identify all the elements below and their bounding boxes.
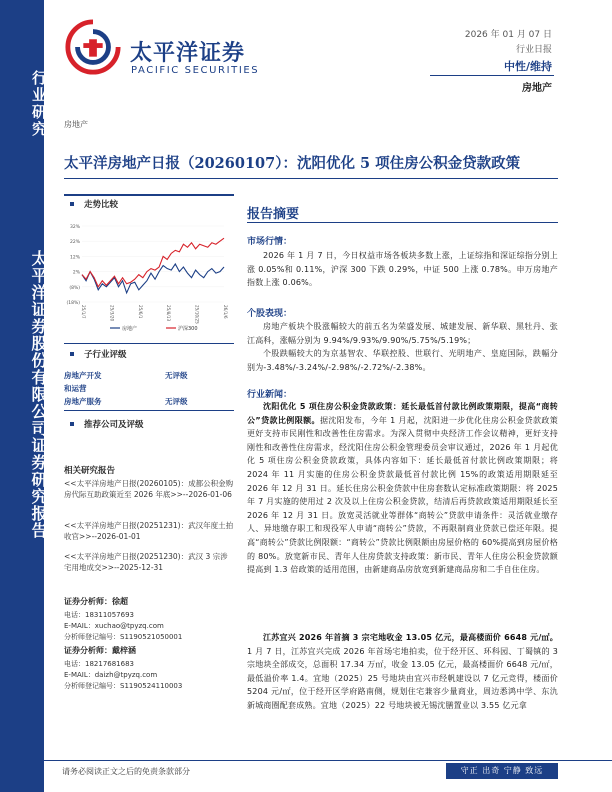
legend-label: 房地产 bbox=[122, 326, 138, 332]
sub-rating-name: 和运营 bbox=[64, 384, 87, 393]
news-item-1 bbox=[247, 400, 558, 577]
chart-series bbox=[82, 238, 224, 293]
market-paragraph: 2026 年 1 月 7 日，今日权益市场各板块多数上涨，上证综指和深证综指分别上涨 0.05%和 0.11%，沪深 300 下跌 0.29%，中证 500 上涨 0.78%。申万房地产指数上涨 0.06%。 bbox=[247, 251, 558, 288]
title-divider bbox=[64, 178, 558, 179]
stock-paragraph-1: 房地产板块个股涨幅较大的前五名为荣盛发展、城建发展、新华联、黑牡丹、张江高科，涨幅分别为 9.94%/9.93%/9.90%/5.75%/5.19%； bbox=[247, 322, 558, 345]
sub-rating-value: 无评级 bbox=[165, 371, 188, 380]
x-tick-label: 25/3/20 bbox=[109, 305, 115, 322]
rating-underline bbox=[430, 75, 554, 76]
report-date: 2026 年 01 月 07 日 bbox=[464, 30, 552, 40]
news-1-lead: 沈阳优化 5 项住房公积金贷款政策：延长最低首付款比例政策期限，提高“商转公”贷款比例限额。 bbox=[247, 402, 558, 425]
trend-heading: 走势比较 bbox=[84, 200, 119, 210]
y-tick-label: 2% bbox=[72, 270, 80, 276]
analyst-name: 证券分析师：徐超 bbox=[64, 597, 128, 606]
divider bbox=[64, 343, 234, 344]
section-bullet-icon bbox=[70, 422, 74, 426]
sub-rating-name: 房地产服务 bbox=[64, 397, 102, 406]
related-report-link[interactable]: <<太平洋房地产日报(20251231)：武汉年度土拍收官>>--2026-01-01 bbox=[64, 521, 234, 541]
y-tick-label: 32% bbox=[69, 225, 80, 230]
footer-motto: 守正 出奇 宁静 致远 bbox=[446, 763, 558, 779]
x-tick-label: 26/1/6 bbox=[223, 305, 228, 319]
left-column-top-rule bbox=[64, 194, 234, 196]
sidebar-category-label: 行业研究 bbox=[30, 70, 48, 138]
analyst-cert: 分析师登记编号：S1190521050001 bbox=[64, 633, 183, 641]
report-type: 行业日报 bbox=[515, 45, 552, 55]
content-mask bbox=[240, 752, 570, 760]
page-title: 太平洋房地产日报（20260107）：沈阳优化 5 项住房公积金贷款政策 bbox=[64, 155, 521, 172]
sector-label: 房地产 bbox=[522, 83, 552, 94]
y-tick-label: 22% bbox=[69, 240, 80, 246]
sub-rating-name: 房地产开发 bbox=[64, 371, 102, 380]
analyst-cert: 分析师登记编号：S1190524110003 bbox=[64, 682, 183, 690]
y-tick-label: (18%) bbox=[66, 301, 80, 306]
related-report-link[interactable]: <<太平洋房地产日报(20260105)：成都公积金购房代际互助政策近至 2026 年底>>--2026-01-06 bbox=[64, 479, 234, 499]
legend-label: 沪深300 bbox=[178, 326, 198, 332]
chart-axes bbox=[66, 224, 228, 324]
divider bbox=[64, 410, 234, 411]
section-bullet-icon bbox=[70, 202, 74, 206]
recommend-heading: 推荐公司及评级 bbox=[84, 420, 144, 430]
series-line-1 bbox=[82, 238, 224, 287]
x-tick-label: 25/10/25 bbox=[194, 305, 200, 324]
logo-wordmark-en: PACIFIC SECURITIES bbox=[131, 65, 260, 76]
y-tick-label: 12% bbox=[69, 255, 80, 261]
sub-rating-value: 无评级 bbox=[165, 397, 188, 406]
related-report-link[interactable]: <<太平洋房地产日报(20251230)：武汉 3 宗涉宅用地成交>>--2025-12-31 bbox=[64, 552, 228, 572]
trend-chart bbox=[64, 218, 234, 338]
news-1-body: 据沈阳发布，今年 1 月起，沈阳进一步优化住房公积金贷款政策更好支持市民刚性和改善性住房需求。为深入贯彻中央经济工作会议精神，更好支持刚性和改善性住房需求，经沈阳住房公积金管理委员会审议通过，2026 年 1 月起优化 5 项住房公积金贷款政策，具体内容如下：延长最低首付款比例政策期限；将 2024 年 11 月实施的住房公积金贷款最低首付款比例 15%的政策适用期限延至 2026 年 12 月 31 日。延长住房公积金贷款中住房套数认定标准政策期限：将 2025 年 7 月实施的使用过 2 次及以上住房公积金贷款，结清后再贷款政策适用期限延长至 2026 年 12 月 31 日。放宽灵活就业等群体“商转公”贷款申请条件：灵活就业缴存人、异地缴存职工和现役军人申请“商转公”贷款，不再限制商业贷款已偿还年限。提高“商转公”贷款比例限额：“商转公”贷款比例限额由房屋价格的 60%提高到房屋价格的 80%。放宽新市民、青年人住房贷款支持政策：新市民、青年人住房公积金贷款额提高到 1.3 倍政策的适用范围，由新建商品房放宽到新建商品房和二手自住住房。 bbox=[247, 415, 558, 575]
industry-rating: 中性/维持 bbox=[503, 60, 552, 73]
analyst-name: 证券分析师：戴梓涵 bbox=[64, 646, 136, 655]
sub-rating-heading: 子行业评级 bbox=[84, 350, 127, 360]
footer-divider bbox=[44, 760, 612, 761]
x-tick-label: 25/8/13 bbox=[166, 305, 172, 322]
stock-heading: 个股表现： bbox=[247, 309, 293, 319]
analyst-phone: 电话：18311057693 bbox=[64, 611, 134, 619]
chart-legend bbox=[110, 325, 198, 332]
series-line-0 bbox=[82, 264, 224, 293]
sidebar-company-label: 太平洋证券股份有限公司证券研究报告 bbox=[29, 250, 48, 539]
y-tick-label: (8%) bbox=[69, 285, 80, 291]
x-tick-label: 25/6/1 bbox=[137, 305, 143, 319]
analyst-phone: 电话：18217681683 bbox=[64, 660, 134, 668]
abstract-title: 报告摘要 bbox=[247, 207, 300, 222]
stock-paragraph-2: 个股跌幅较大的为京基智农、华联控股、世联行、光明地产、皇庭国际，跌幅分别为-3.48%/-3.24%/-2.98%/-2.72%/-2.38%。 bbox=[247, 349, 558, 372]
abstract-divider bbox=[247, 222, 558, 223]
market-heading: 市场行情： bbox=[247, 237, 293, 247]
analyst-email[interactable]: E-MAIL：xuchao@tpyzq.com bbox=[64, 622, 164, 630]
logo-wordmark-cn: 太平洋证券 bbox=[130, 40, 246, 66]
news-heading: 行业新闻： bbox=[247, 390, 293, 400]
news-2-lead: 江苏宜兴 2026 年首摘 3 宗宅地收金 13.05 亿元，最高楼面价 6648 元/㎡。 bbox=[263, 633, 558, 642]
news-2-body: 1 月 7 日，江苏宜兴完成 2026 年首场宅地拍卖，位于经开区、环科园、丁蜀镇的 3 宗地块全部成交，总面积 17.34 万㎡，收金 13.05 亿元，最高楼面价 6648 元/㎡，最低溢价率 1.4。宜地（2025）25 号地块由宜兴市经帆建设以 7 亿元竞得，楼面价 5204 元/㎡，位于经开区学府路南侧，规划住宅兼容少量商业，周边悉鸿中学、东氿新城商圈配套成熟。宜地（2025）22 号地块被无锡沈膳置业以 3.55 亿元拿 bbox=[247, 646, 558, 710]
section-bullet-icon bbox=[70, 352, 74, 356]
breadcrumb: 房地产 bbox=[64, 120, 88, 129]
analyst-email[interactable]: E-MAIL：daizh@tpyzq.com bbox=[64, 671, 158, 679]
footer-disclaimer: 请务必阅读正文之后的免责条款部分 bbox=[62, 767, 190, 776]
related-heading: 相关研究报告 bbox=[64, 466, 116, 476]
news-item-2 bbox=[247, 631, 558, 713]
company-logo-icon bbox=[64, 18, 122, 76]
x-tick-label: 25/1/7 bbox=[81, 305, 86, 319]
